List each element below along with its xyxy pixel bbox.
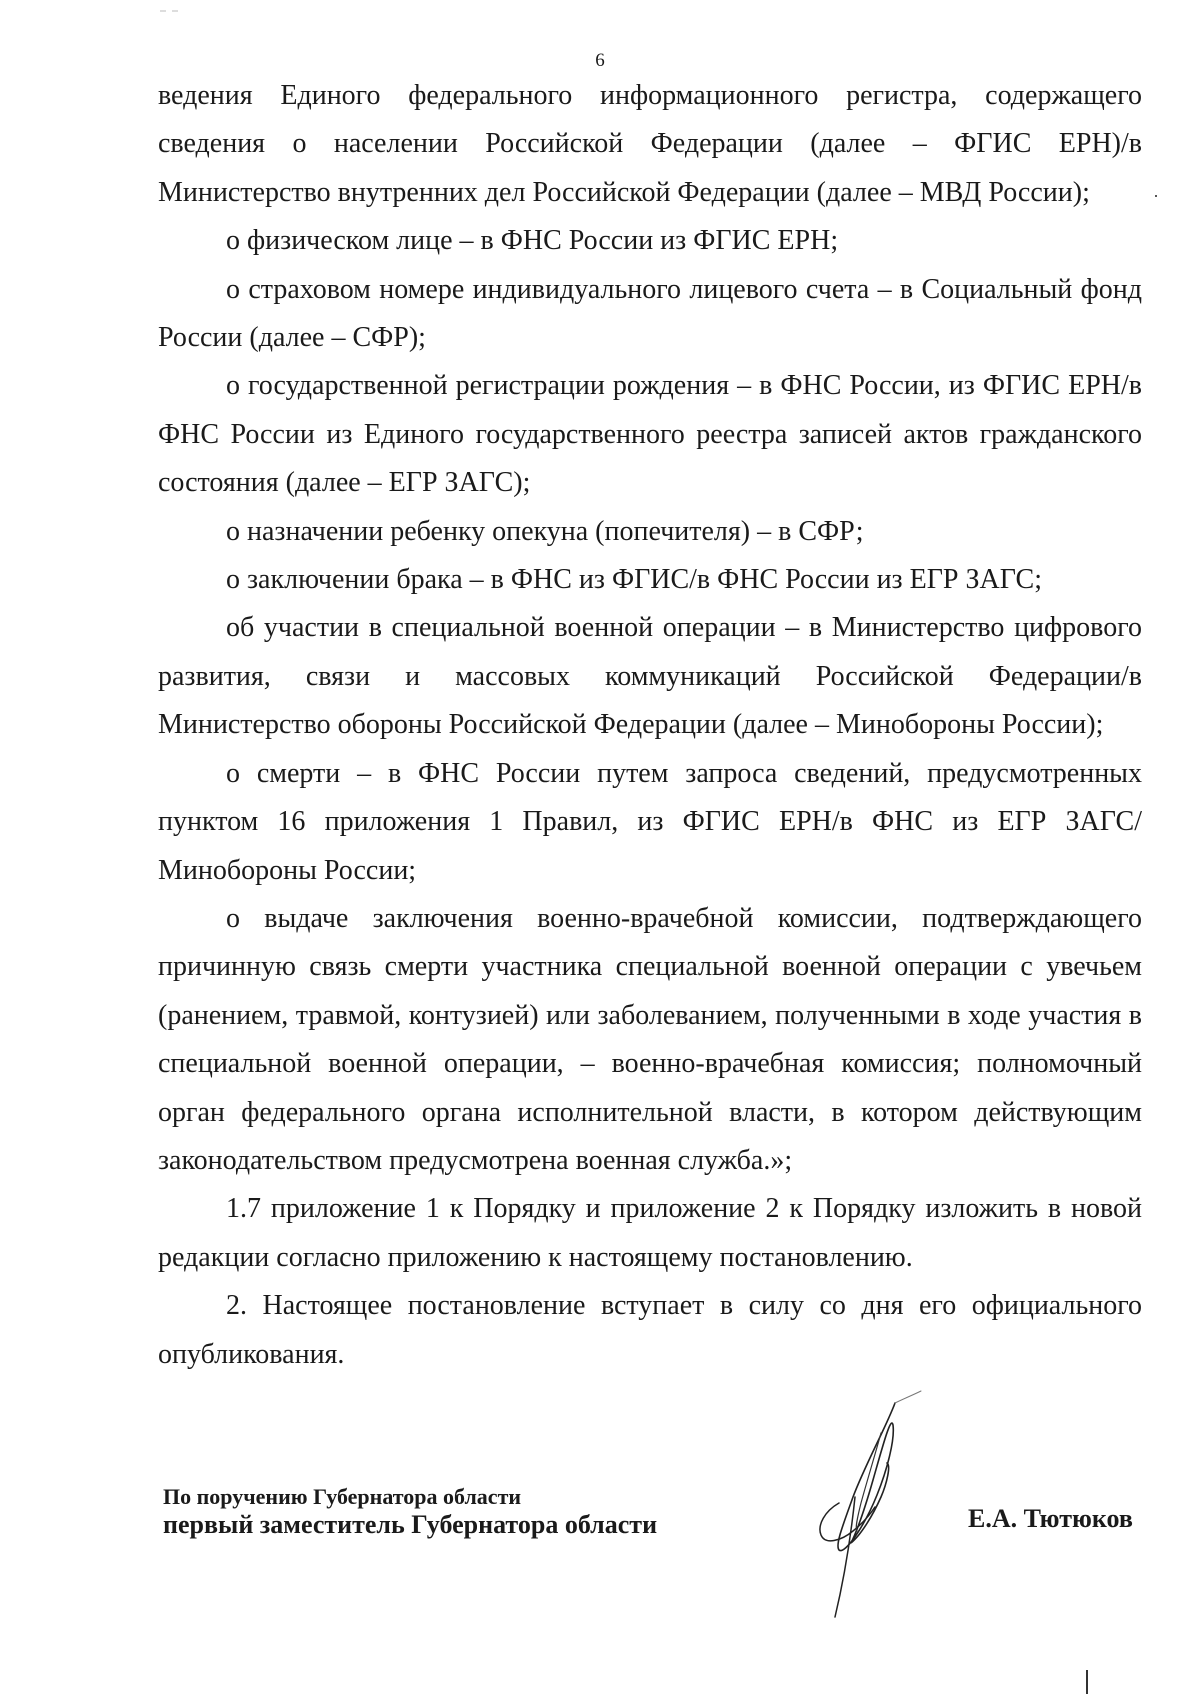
paragraph: 2. Настоящее постановление вступает в силу со дня его официального опубликования. xyxy=(158,1290,1142,1370)
paragraph: ведения Единого федерального информационного регистра, содержащего сведения о населении Российской Федерации (далее – ФГИС ЕРН)/в Министерство внутренних дел Российской Федерации (далее – МВД России); xyxy=(158,80,1142,208)
paragraph: о смерти – в ФНС России путем запроса сведений, предусмотренных пунктом 16 приложения 1 Правил, из ФГИС ЕРН/в ФНС из ЕГР ЗАГС/Минобороны России; xyxy=(158,757,1142,886)
document-body xyxy=(158,72,1142,1379)
paragraph: о государственной регистрации рождения – в ФНС России, из ФГИС ЕРН/в ФНС России из Единого государственного реестра записей актов гражданского состояния (далее – ЕГР ЗАГС); xyxy=(158,370,1142,499)
page-number: 6 xyxy=(595,50,605,71)
signatory-instruction: По поручению Губернатора области xyxy=(163,1484,522,1509)
paragraph: о назначении ребенку опекуна (попечителя) – в СФР; xyxy=(226,515,864,547)
paragraph: о заключении брака – в ФНС из ФГИС/в ФНС России из ЕГР ЗАГС; xyxy=(226,564,1042,596)
scan-speck xyxy=(1155,195,1157,197)
signatory-title: первый заместитель Губернатора области xyxy=(163,1510,658,1539)
paragraph: о физическом лице – в ФНС России из ФГИС ЕРН; xyxy=(226,225,839,257)
paragraph: о страховом номере индивидуального лицевого счета – в Социальный фонд России (далее – СФР); xyxy=(158,273,1142,354)
signatory-name: Е.А. Тютюков xyxy=(968,1504,1133,1533)
handwritten-signature xyxy=(795,1385,935,1625)
paragraph: о выдаче заключения военно-врачебной комиссии, подтверждающего причинную связь смерти участника специальной военной операции с увечьем (ранением, травмой, контузией) или заболеванием, полученными в ходе участия в специальной военной операции, – военно-врачебная комиссия; полномочный орган федерального органа исполнительной власти, в котором действующим законодательством предусмотрена военная служба.»; xyxy=(158,902,1142,1176)
paragraph: об участии в специальной военной операции – в Министерство цифрового развития, связи и массовых коммуникаций Российской Федерации/в Министерство обороны Российской Федерации (далее – Минобороны России); xyxy=(158,612,1142,741)
paragraph: 1.7 приложение 1 к Порядку и приложение 2 к Порядку изложить в новой редакции согласно приложению к настоящему постановлению. xyxy=(158,1193,1142,1273)
scan-corner-mark xyxy=(160,0,180,4)
scan-edge-mark xyxy=(1086,1670,1088,1694)
